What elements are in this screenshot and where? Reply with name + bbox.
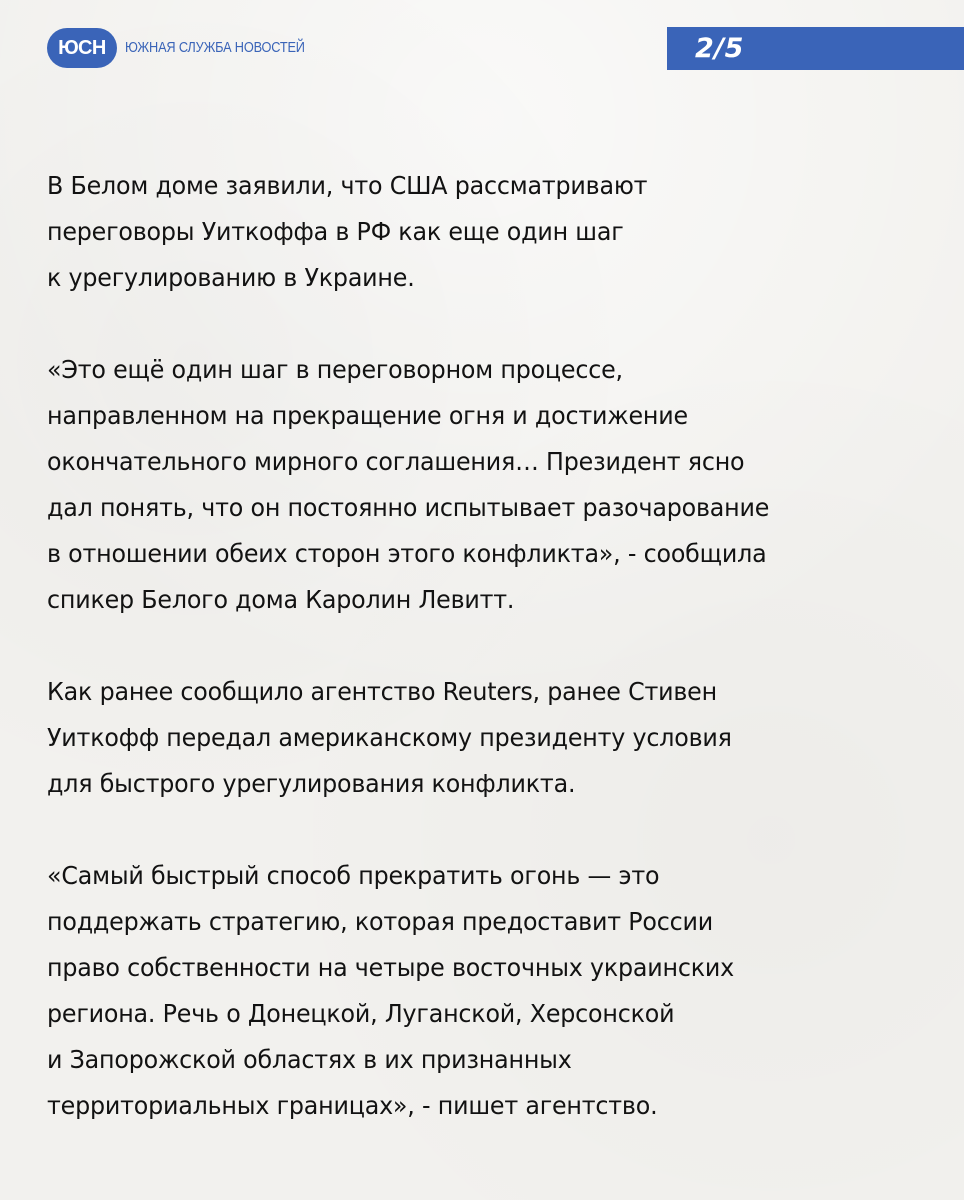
text-line: спикер Белого дома Каролин Левитт. <box>47 585 515 614</box>
paragraph-4 <box>47 853 927 1129</box>
text-line: Как ранее сообщило агентство Reuters, ранее Стивен <box>47 677 717 706</box>
paragraph-1 <box>47 163 927 301</box>
text-line: региона. Речь о Донецкой, Луганской, Херсонской <box>47 999 675 1028</box>
text-line: в отношении обеих сторон этого конфликта», - сообщила <box>47 539 767 568</box>
brand-logo <box>47 28 329 68</box>
text-line: право собственности на четыре восточных украинских <box>47 953 735 982</box>
text-line: территориальных границах», - пишет агентство. <box>47 1091 658 1120</box>
text-line: направленном на прекращение огня и достижение <box>47 401 688 430</box>
logo-badge <box>47 28 117 68</box>
text-line: дал понять, что он постоянно испытывает разочарование <box>47 493 770 522</box>
text-line: окончательного мирного соглашения… Президент ясно <box>47 447 745 476</box>
logo-abbreviation: ЮСН <box>58 36 106 59</box>
text-line: к урегулированию в Украине. <box>47 263 415 292</box>
logo-name: ЮЖНАЯ СЛУЖБА НОВОСТЕЙ <box>125 40 305 56</box>
text-line: Уиткофф передал американскому президенту условия <box>47 723 732 752</box>
paragraph-2 <box>47 347 927 623</box>
page-indicator <box>667 27 964 70</box>
text-line: переговоры Уиткоффа в РФ как еще один шаг <box>47 217 624 246</box>
text-line: и Запорожской областях в их признанных <box>47 1045 572 1074</box>
text-line: «Самый быстрый способ прекратить огонь — это <box>47 861 660 890</box>
text-line: В Белом доме заявили, что США рассматривают <box>47 171 648 200</box>
text-line: поддержать стратегию, которая предоставит России <box>47 907 713 936</box>
text-line: для быстрого урегулирования конфликта. <box>47 769 576 798</box>
text-line: «Это ещё один шаг в переговорном процессе, <box>47 355 623 384</box>
paragraph-3 <box>47 669 927 807</box>
page-number: 2/5 <box>695 33 744 64</box>
article-body <box>47 163 927 1175</box>
